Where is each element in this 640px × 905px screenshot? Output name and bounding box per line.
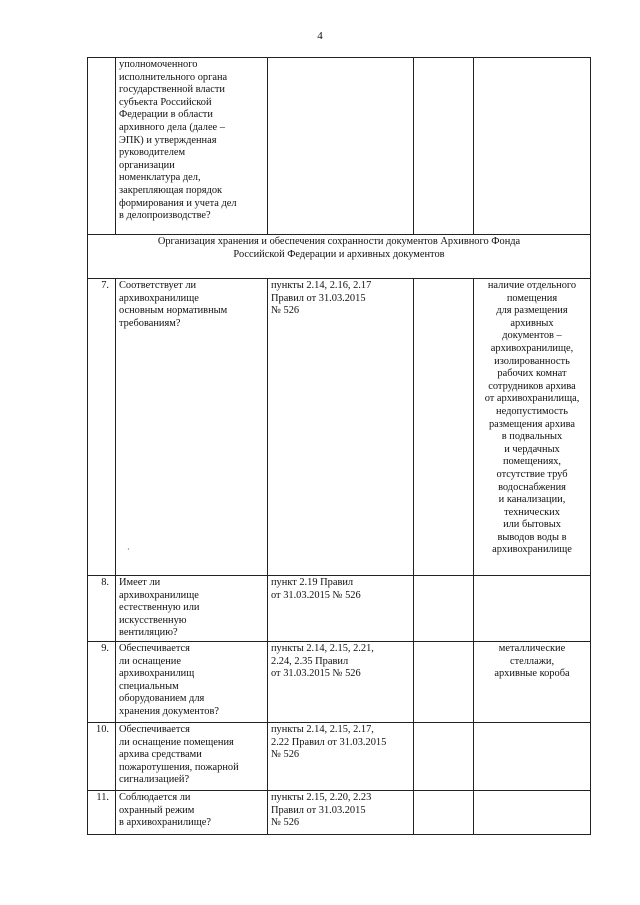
answer-cell <box>414 642 474 723</box>
note-cell <box>474 58 591 235</box>
note-cell: наличие отдельного помещения для размещения архивных документов – архивохранилище, изолированность рабочих комнат сотрудников архива от архивохранилища, недопустимость размещения архива в подвальных и чердачных помещениях, отсутствие труб водоснабжения и канализации, технических или бытовых выводов воды в архивохранилище <box>474 279 591 576</box>
row-number-cell: 10. <box>88 723 116 791</box>
page-number: 4 <box>317 30 323 42</box>
table-row <box>88 279 591 576</box>
section-heading-row <box>88 235 591 279</box>
table-row <box>88 576 591 642</box>
note-cell: металлические стеллажи, архивные короба <box>474 642 591 723</box>
legal-reference-cell: пункт 2.19 Правил от 31.03.2015 № 526 <box>268 576 414 642</box>
answer-cell <box>414 58 474 235</box>
row-number-cell <box>88 58 116 235</box>
answer-cell <box>414 279 474 576</box>
legal-reference-cell: пункты 2.14, 2.15, 2.21, 2.24, 2.35 Правил от 31.03.2015 № 526 <box>268 642 414 723</box>
section-heading: Организация хранения и обеспечения сохранности документов Архивного Фонда Российской Федерации и архивных документов <box>88 235 591 279</box>
question-cell: Обеспечивается ли оснащение архивохранилищ специальным оборудованием для хранения документов? <box>116 642 268 723</box>
row-number-cell: 9. <box>88 642 116 723</box>
table-row-continuation <box>88 58 591 235</box>
table-row <box>88 642 591 723</box>
legal-reference-cell: пункты 2.14, 2.15, 2.17, 2.22 Правил от 31.03.2015 № 526 <box>268 723 414 791</box>
question-cell: Соответствует ли архивохранилище основным нормативным требованиям? <box>116 279 268 576</box>
scan-speck: · <box>127 545 130 554</box>
legal-reference-cell: пункты 2.14, 2.16, 2.17 Правил от 31.03.2015 № 526 <box>268 279 414 576</box>
question-cell: Соблюдается ли охранный режим в архивохранилище? <box>116 791 268 835</box>
checklist-table <box>87 57 591 835</box>
row-number-cell: 8. <box>88 576 116 642</box>
note-cell <box>474 576 591 642</box>
row-number-cell: 7. <box>88 279 116 576</box>
legal-reference-cell <box>268 58 414 235</box>
checklist-table-body <box>88 58 591 835</box>
legal-reference-cell: пункты 2.15, 2.20, 2.23 Правил от 31.03.2015 № 526 <box>268 791 414 835</box>
question-cell: Имеет ли архивохранилище естественную или искусственную вентиляцию? <box>116 576 268 642</box>
note-cell <box>474 791 591 835</box>
note-cell <box>474 723 591 791</box>
question-cell: уполномоченного исполнительного органа государственной власти субъекта Российской Федерации в области архивного дела (далее – ЭПК) и утвержденная руководителем организации номенклатура дел, закрепляющая порядок формирования и учета дел в делопроизводстве? <box>116 58 268 235</box>
question-cell: Обеспечивается ли оснащение помещения архива средствами пожаротушения, пожарной сигнализацией? <box>116 723 268 791</box>
table-row <box>88 723 591 791</box>
answer-cell <box>414 791 474 835</box>
table-row <box>88 791 591 835</box>
row-number-cell: 11. <box>88 791 116 835</box>
answer-cell <box>414 723 474 791</box>
answer-cell <box>414 576 474 642</box>
